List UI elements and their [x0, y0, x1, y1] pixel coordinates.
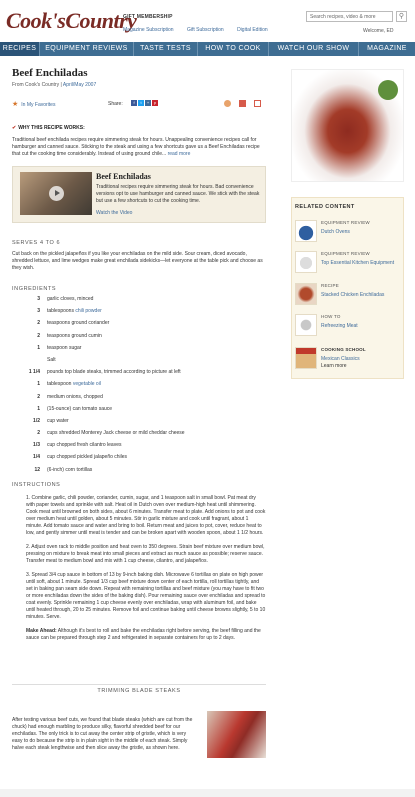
ingredient-text: tablespoons: [47, 308, 76, 315]
ingredient-quantity: 1: [37, 405, 40, 412]
watch-video-link[interactable]: Watch the Video: [96, 210, 133, 216]
video-description: Traditional recipes require simmering steak for hours. Bad convenience versions opt to use hamburger and canned sauce. We stick with the steak but use a few shortcuts to cut the cooking time.: [96, 184, 260, 204]
trimming-photo: [207, 711, 266, 758]
make-ahead-text: Although it's best to roll and bake the enchiladas right before serving, the beef filling and the sauce can be prepared through step 2 and refrigerated in separate containers for up to 2 days.: [26, 628, 261, 641]
related-item-kind: EQUIPMENT REVIEW: [321, 220, 370, 225]
site-header: [0, 0, 415, 42]
related-item[interactable]: [295, 346, 402, 376]
search-icon[interactable]: ⚲: [396, 11, 407, 22]
nav-watch-our-show[interactable]: WATCH OUR SHOW: [269, 42, 359, 56]
learn-more-link[interactable]: Learn more: [321, 363, 347, 369]
ingredient-description: [47, 394, 103, 400]
related-content-heading: RELATED CONTENT: [295, 204, 355, 210]
ingredient-row: [12, 369, 266, 381]
ingredient-quantity: 1/2: [33, 417, 40, 424]
instructions-heading: INSTRUCTIONS: [12, 482, 61, 488]
ingredient-description: [47, 406, 112, 412]
ingredient-row: [12, 430, 266, 442]
why-title-text: WHY THIS RECIPE WORKS:: [18, 125, 85, 131]
related-item-kind: COOKING SCHOOL: [321, 347, 366, 352]
ingredient-description: [47, 418, 69, 424]
ingredient-text: cup water: [47, 417, 69, 424]
ingredient-description: [47, 333, 102, 339]
digital-edition-link[interactable]: Digital Edition: [237, 27, 268, 33]
shopping-list-icon[interactable]: [254, 100, 261, 107]
kitchen-equipment-icon: [295, 251, 317, 273]
instruction-step: 1. Combine garlic, chili powder, coriander, cumin, sugar, and 1 teaspoon salt in small bowl. Pat meat dry with paper towels and sprinkle with salt. Heat oil in Dutch oven over medium-high heat until shimmering. Cook meat until browned on both sides, about 6 minutes. Transfer meat to plate. Add onions to pot and cook over medium heat until golden, about 5 minutes. Stir in garlic mixture and cook until fragrant, about 1 minute. Add tomato sauce and water and bring to boil. Return meat and juices to pot, cover, reduce heat to low, and gently simmer until meat is tender and can be broken apart with wooden spoon, about 1 1/2 hours.: [26, 495, 266, 536]
ingredient-text: garlic cloves, minced: [47, 296, 94, 302]
ingredient-quantity: 2: [37, 320, 40, 327]
welcome-text[interactable]: Welcome, ED: [363, 28, 394, 34]
instruction-step: 3. Spread 3/4 cup sauce in bottom of 13 by 9-inch baking dish. Microwave 6 tortillas on plate on high power until soft, about 1 minute. Spread 1/3 cup beef mixture down center of each tortilla, roll tortillas tightly, and set in baking pan seam side down. Repeat with remaining tortillas and beef mixture (you may have to fit two or more enchiladas down the sides of the baking dish). Pour remaining sauce over enchiladas and spread to coat evenly. Sprinkle remaining 1 cup cheese evenly over enchiladas, wrap with aluminum foil, and bake until heated through, 20 to 25 minutes. Remove foil and continue baking until cheese browns slightly, 5 to 10 minutes. Serve.: [26, 572, 266, 620]
ingredient-link[interactable]: chili powder: [75, 308, 102, 315]
related-item[interactable]: [295, 282, 402, 312]
ingredient-quantity: 3: [37, 296, 40, 302]
instruction-steps: [26, 495, 266, 649]
ingredient-description: [47, 454, 127, 460]
related-item[interactable]: [295, 219, 402, 249]
dutch-oven-icon: [295, 220, 317, 242]
ingredient-text: tablespoon: [47, 381, 73, 388]
ingredient-description: [47, 308, 102, 314]
ingredient-quantity: 12: [34, 466, 40, 473]
ingredient-quantity: 1/3: [33, 442, 40, 449]
ingredient-text: (6-inch) corn tortillas: [47, 466, 93, 473]
ingredient-row: [12, 381, 266, 393]
ingredient-row: [12, 308, 266, 320]
ingredient-quantity: 2: [37, 430, 40, 437]
ingredient-text: (15-ounce) can tomato sauce: [47, 405, 113, 412]
related-content: [291, 197, 404, 379]
favorites-label: In My Favorites: [21, 102, 56, 108]
print-icon[interactable]: [224, 100, 231, 107]
ingredients-list: [12, 296, 266, 479]
ingredient-row: [12, 394, 266, 406]
recipe-hero-image: [291, 69, 404, 182]
related-item[interactable]: [295, 250, 402, 280]
ingredient-description: [47, 467, 92, 473]
social-share-icons: [131, 100, 158, 106]
serves-heading: SERVES 4 TO 6: [12, 240, 61, 246]
ingredient-text: teaspoon sugar: [47, 344, 82, 351]
gift-membership-title[interactable]: GIFT MEMBERSHIP: [123, 14, 173, 20]
why-text: [12, 137, 266, 158]
pinterest-icon[interactable]: p: [153, 100, 157, 105]
ingredient-row: [12, 467, 266, 479]
why-this-recipe-works-heading: [12, 125, 85, 131]
gift-subscription-link[interactable]: Gift Subscription: [186, 27, 224, 33]
related-item-kind: EQUIPMENT REVIEW: [321, 251, 370, 256]
nav-recipes[interactable]: RECIPES: [0, 42, 40, 56]
ingredient-text: medium onions, chopped: [47, 393, 103, 400]
checkmark-icon: ✔: [12, 125, 17, 131]
related-item-link[interactable]: Mexican Classics: [321, 356, 360, 362]
ingredient-description: [47, 442, 122, 448]
related-item-link[interactable]: Top Essential Kitchen Equipment: [321, 260, 395, 266]
trimming-text: After testing various beef cuts, we found that blade steaks (which are cut from the chuck) had enough marbling to produce silky, flavorful shredded beef for our enchiladas. The only trick is to cut away the center strip of gristle, which is very easy to do because the strip is in plain sight in the middle of each steak. Simply halve each steak lengthwise and then slice away the gristle, as shown here.: [12, 717, 193, 751]
ingredient-quantity: 2: [37, 393, 40, 400]
ingredient-description: [47, 357, 56, 363]
ingredient-text: pounds top blade steaks, trimmed according to picture at left: [47, 369, 181, 376]
nav-equipment-reviews[interactable]: EQUIPMENT REVIEWS: [40, 42, 134, 56]
related-item-link[interactable]: Dutch Ovens: [321, 229, 350, 235]
star-icon: ★: [12, 101, 19, 108]
ingredient-text: cup chopped pickled jalapeño chiles: [47, 454, 128, 461]
ingredient-description: [47, 320, 109, 326]
related-item[interactable]: [295, 313, 402, 343]
ingredient-description: [47, 381, 101, 387]
ingredient-text: teaspoons ground cumin: [47, 332, 102, 339]
email-icon[interactable]: [239, 100, 246, 107]
share-label: Share:: [108, 101, 123, 107]
ingredient-quantity: 1: [37, 381, 40, 388]
ingredient-link[interactable]: vegetable oil: [72, 381, 101, 388]
make-ahead-label: Make Ahead:: [26, 628, 57, 634]
mexican-classics-photo: [295, 347, 317, 369]
ingredient-description: [47, 430, 185, 436]
video-thumbnail[interactable]: [20, 172, 92, 215]
ingredient-quantity: 1: [37, 344, 40, 351]
search-input[interactable]: Search recipes, video & more: [306, 11, 393, 22]
ingredient-text: Salt: [47, 356, 56, 363]
ingredient-row: [12, 454, 266, 466]
recipe-actions: [12, 100, 266, 109]
magazine-subscription-link[interactable]: Magazine Subscription: [123, 27, 174, 33]
related-item-link[interactable]: Stacked Chicken Enchiladas: [321, 292, 385, 298]
main-nav: [0, 42, 415, 56]
source-issue-link[interactable]: April/May 2007: [62, 82, 97, 88]
ingredient-row: [12, 333, 266, 345]
facebook-icon[interactable]: f: [131, 100, 137, 106]
video-box: [12, 166, 266, 223]
read-more-link[interactable]: read more: [167, 151, 191, 157]
garnish-image: [378, 80, 398, 100]
related-item-kind: HOW TO: [321, 314, 341, 319]
ingredient-quantity: 3: [37, 308, 40, 315]
related-item-kind: RECIPE: [321, 283, 339, 288]
twitter-icon[interactable]: t: [138, 100, 144, 106]
ingredient-quantity: 1 1/4: [28, 369, 40, 376]
ingredient-text: teaspoons ground coriander: [47, 320, 110, 327]
recipe-intro: Cut back on the pickled jalapeños if you like your enchiladas on the mild side. Sour cream, diced avocado, shredded lettuce, and lime wedges make great enchilada sidekicks—let everyone at the table pick and choose as they wish.: [12, 251, 263, 271]
trimming-heading: TRIMMING BLADE STEAKS: [12, 684, 266, 694]
video-title: Beef Enchiladas: [96, 172, 151, 181]
refreezing-meat-icon: [295, 314, 317, 336]
nav-magazine[interactable]: MAGAZINE: [367, 45, 407, 52]
ingredient-row: [12, 296, 266, 308]
gift-links: [123, 27, 280, 33]
ingredient-row: [12, 442, 266, 454]
recipe-tools: [224, 100, 261, 107]
favorites-toggle[interactable]: [12, 100, 55, 108]
nav-taste-tests[interactable]: TASTE TESTS: [134, 42, 198, 56]
ingredient-row: [12, 406, 266, 418]
plus-icon[interactable]: +: [146, 100, 150, 105]
stacked-enchiladas-photo: [295, 283, 317, 305]
ingredient-text: cup chopped fresh cilantro leaves: [47, 442, 122, 449]
ingredient-quantity: 2: [37, 332, 40, 339]
ingredient-quantity: 1/4: [33, 454, 40, 461]
make-ahead-note: [26, 628, 266, 642]
page-footer: [0, 789, 415, 797]
related-item-link[interactable]: Refreezing Meat: [321, 323, 358, 329]
ingredient-description: [47, 369, 181, 375]
recipe-source: [12, 82, 96, 88]
play-icon[interactable]: [49, 186, 64, 201]
ingredient-row: [12, 418, 266, 430]
source-prefix: From Cook's Country |: [12, 82, 63, 88]
ingredient-text: cups shredded Monterey Jack cheese or mild cheddar cheese: [47, 430, 185, 437]
ingredient-description: [47, 345, 81, 351]
instruction-step: 2. Adjust oven rack to middle position and heat oven to 350 degrees. Strain beef mixture over medium bowl, pressing on mixture to break meat into small pieces and extract as much sauce as possible; reserve sauce. Transfer meat to medium bowl and mix with 1 cup cheese, cilantro, and jalapeños.: [26, 544, 265, 564]
recipe-title: Beef Enchiladas: [12, 67, 88, 79]
ingredient-description: [47, 296, 93, 302]
nav-how-to-cook[interactable]: HOW TO COOK: [198, 42, 269, 56]
ingredient-row: [12, 320, 266, 332]
ingredients-heading: INGREDIENTS: [12, 286, 57, 292]
ingredient-row: [12, 357, 266, 369]
why-body: Traditional beef enchilada recipes require simmering steak for hours. Unappealing convenience recipes call for hamburger and canned sauce. Sticking to the steak and using a few shortcuts gave us a Beef Enchiladas recipe that cut the cooking time considerably. Instead of using ground chile...: [12, 137, 260, 157]
ingredient-row: [12, 345, 266, 357]
site-logo[interactable]: Cook'sCountry: [6, 8, 137, 33]
